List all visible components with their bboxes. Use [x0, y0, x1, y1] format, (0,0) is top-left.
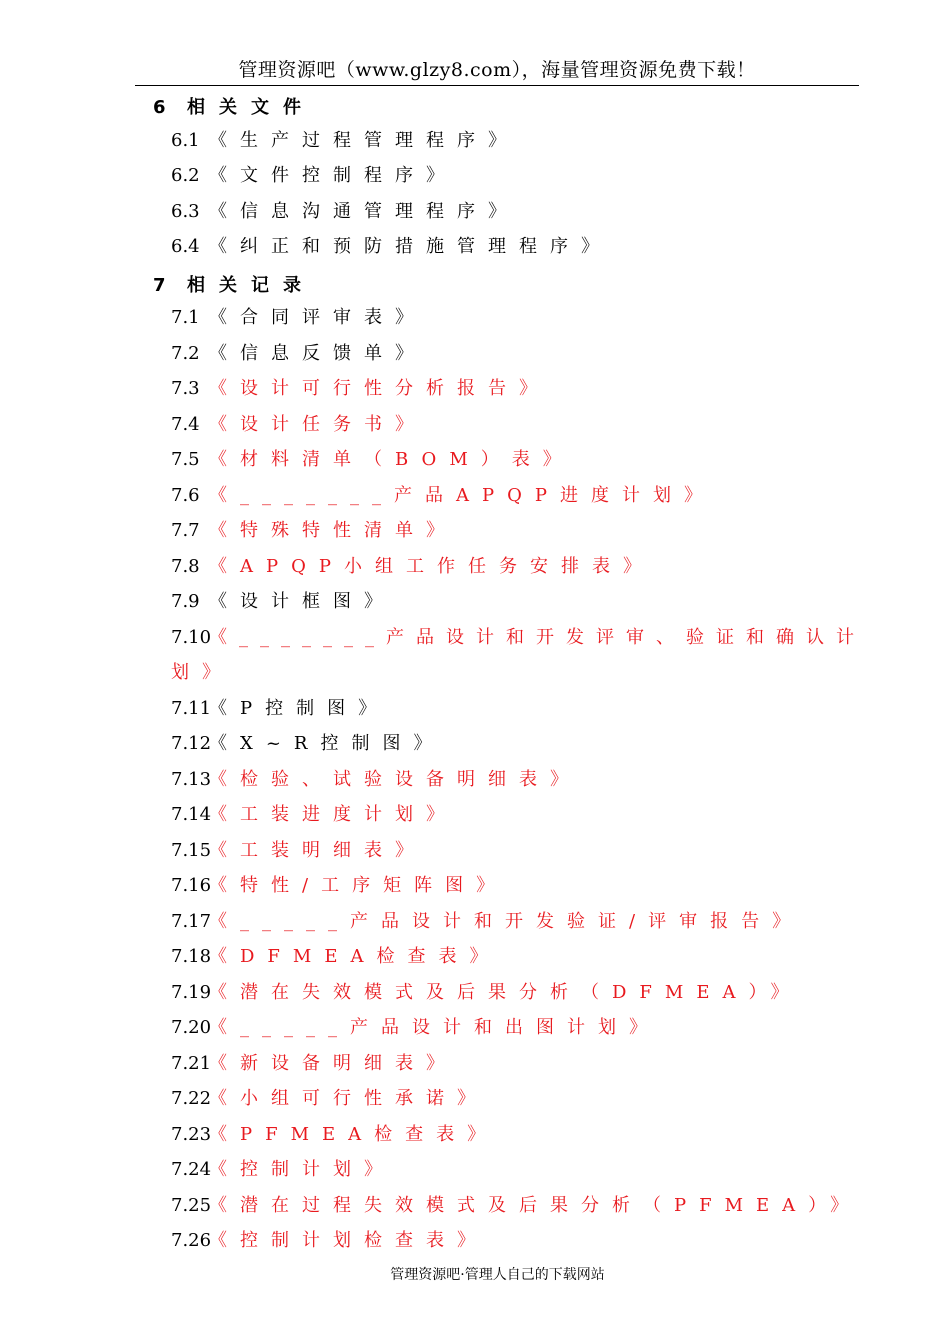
- list-item: [171, 129, 519, 153]
- item-title: 《小组可行性承诺》: [209, 1088, 488, 1109]
- item-title: 《潜在失效模式及后果分析（DFMEA）》: [209, 981, 802, 1003]
- item-number: 7.19: [171, 981, 212, 1003]
- list-item: [171, 164, 457, 188]
- item-number: 7.11: [171, 697, 212, 719]
- item-number: 7.24: [171, 1159, 212, 1180]
- item-number: 7.12: [171, 733, 212, 754]
- header-divider: [135, 85, 859, 86]
- list-item: [171, 732, 444, 756]
- list-item: [171, 1229, 488, 1253]
- list-item: [171, 945, 501, 969]
- list-item: [171, 1052, 457, 1076]
- list-item: [171, 803, 457, 827]
- list-item: [171, 306, 426, 330]
- section-number: 7: [153, 274, 166, 296]
- item-title: 《新设备明细表》: [209, 1052, 457, 1074]
- list-item: [171, 1016, 660, 1040]
- item-number: 6.2: [171, 165, 200, 186]
- list-item: [171, 1087, 488, 1111]
- item-title: 《_______产品APQP进度计划》: [209, 484, 715, 506]
- section-number: 6: [153, 97, 166, 118]
- item-number: 7.4: [171, 413, 200, 435]
- item-title: 《检验、试验设备明细表》: [209, 768, 581, 790]
- list-item: [171, 1158, 395, 1182]
- item-number: 7.14: [171, 804, 212, 825]
- item-number: 7.18: [171, 946, 212, 967]
- item-number: 7.3: [171, 378, 200, 399]
- item-number: 6.4: [171, 236, 200, 257]
- list-item: [171, 235, 612, 259]
- item-number: 7.5: [171, 449, 200, 470]
- page-footer: 管理资源吧·管理人自己的下载网站: [390, 1267, 605, 1283]
- item-number: 7.1: [171, 307, 200, 328]
- item-title: 《纠正和预防措施管理程序》: [209, 236, 612, 257]
- section-title: 相关文件: [187, 97, 315, 118]
- item-title: 《X~R控制图》: [209, 733, 445, 754]
- item-title: 《材料清单（BOM）表》: [209, 449, 574, 470]
- list-item: [171, 448, 574, 472]
- list-item: [171, 413, 426, 437]
- item-number: 7.21: [171, 1052, 212, 1074]
- item-title: 《设计可行性分析报告》: [209, 378, 550, 399]
- item-title: 《DFMEA检查表》: [209, 946, 501, 967]
- item-number: 7.25: [171, 1194, 212, 1216]
- list-item: [171, 910, 803, 934]
- list-item: [171, 874, 507, 898]
- page-header: 管理资源吧（www.glzy8.com），海量管理资源免费下载！: [238, 59, 756, 81]
- item-number: 6.3: [171, 200, 200, 222]
- list-item: [171, 768, 581, 792]
- list-item: [171, 1123, 498, 1147]
- item-title: 《APQP小组工作任务安排表》: [209, 555, 654, 577]
- item-title: 《特性/工序矩阵图》: [209, 875, 508, 896]
- item-title: 《PFMEA检查表》: [209, 1123, 499, 1145]
- item-title: 《_____产品设计和开发验证/评审报告》: [209, 910, 804, 932]
- item-title: 《文件控制程序》: [209, 165, 457, 186]
- item-title: 《工装进度计划》: [209, 804, 457, 825]
- list-item: [171, 377, 550, 401]
- list-item: [171, 484, 715, 508]
- item-number: 7.22: [171, 1088, 212, 1109]
- list-item: [171, 555, 654, 579]
- item-number: 7.10: [171, 626, 212, 648]
- item-number: 7.17: [171, 910, 212, 932]
- item-number: 7.16: [171, 875, 212, 896]
- item-title: 《_____产品设计和出图计划》: [209, 1017, 660, 1038]
- item-title: 《_______产品设计和开发评审、验证和确认计: [209, 626, 866, 648]
- item-title-continuation: 划》: [171, 662, 233, 683]
- item-title: 《信息反馈单》: [209, 342, 426, 364]
- list-item: [171, 590, 395, 614]
- list-item: [171, 839, 426, 863]
- item-number: 7.6: [171, 484, 200, 506]
- item-number: 7.20: [171, 1017, 212, 1038]
- item-title: 《控制计划检查表》: [209, 1230, 488, 1251]
- section-heading: [153, 93, 315, 119]
- list-item: [171, 342, 426, 366]
- list-item: [171, 626, 866, 650]
- item-number: 7.9: [171, 591, 200, 612]
- section-heading: [153, 271, 315, 297]
- list-item: [171, 519, 457, 543]
- item-title: 《设计框图》: [209, 591, 395, 612]
- section-title: 相关记录: [187, 274, 315, 296]
- item-title: 《P控制图》: [209, 697, 390, 719]
- item-number: 6.1: [171, 129, 200, 151]
- list-item: [171, 1194, 861, 1218]
- item-title: 《控制计划》: [209, 1159, 395, 1180]
- item-title: 《合同评审表》: [209, 307, 426, 328]
- list-item: [171, 697, 389, 721]
- item-title: 《信息沟通管理程序》: [209, 200, 519, 222]
- item-title: 《潜在过程失效模式及后果分析（PFMEA）》: [209, 1194, 862, 1216]
- item-title: 《工装明细表》: [209, 839, 426, 861]
- item-number: 7.13: [171, 768, 212, 790]
- item-title: 《设计任务书》: [209, 413, 426, 435]
- list-item: [171, 200, 519, 224]
- item-number: 7.2: [171, 342, 200, 364]
- item-title: 《特殊特性清单》: [209, 520, 457, 541]
- item-number: 7.8: [171, 555, 200, 577]
- item-number: 7.15: [171, 839, 212, 861]
- list-item: [171, 981, 802, 1005]
- item-number: 7.7: [171, 520, 200, 541]
- item-title: 《生产过程管理程序》: [209, 129, 519, 151]
- item-number: 7.23: [171, 1123, 212, 1145]
- item-number: 7.26: [171, 1230, 212, 1251]
